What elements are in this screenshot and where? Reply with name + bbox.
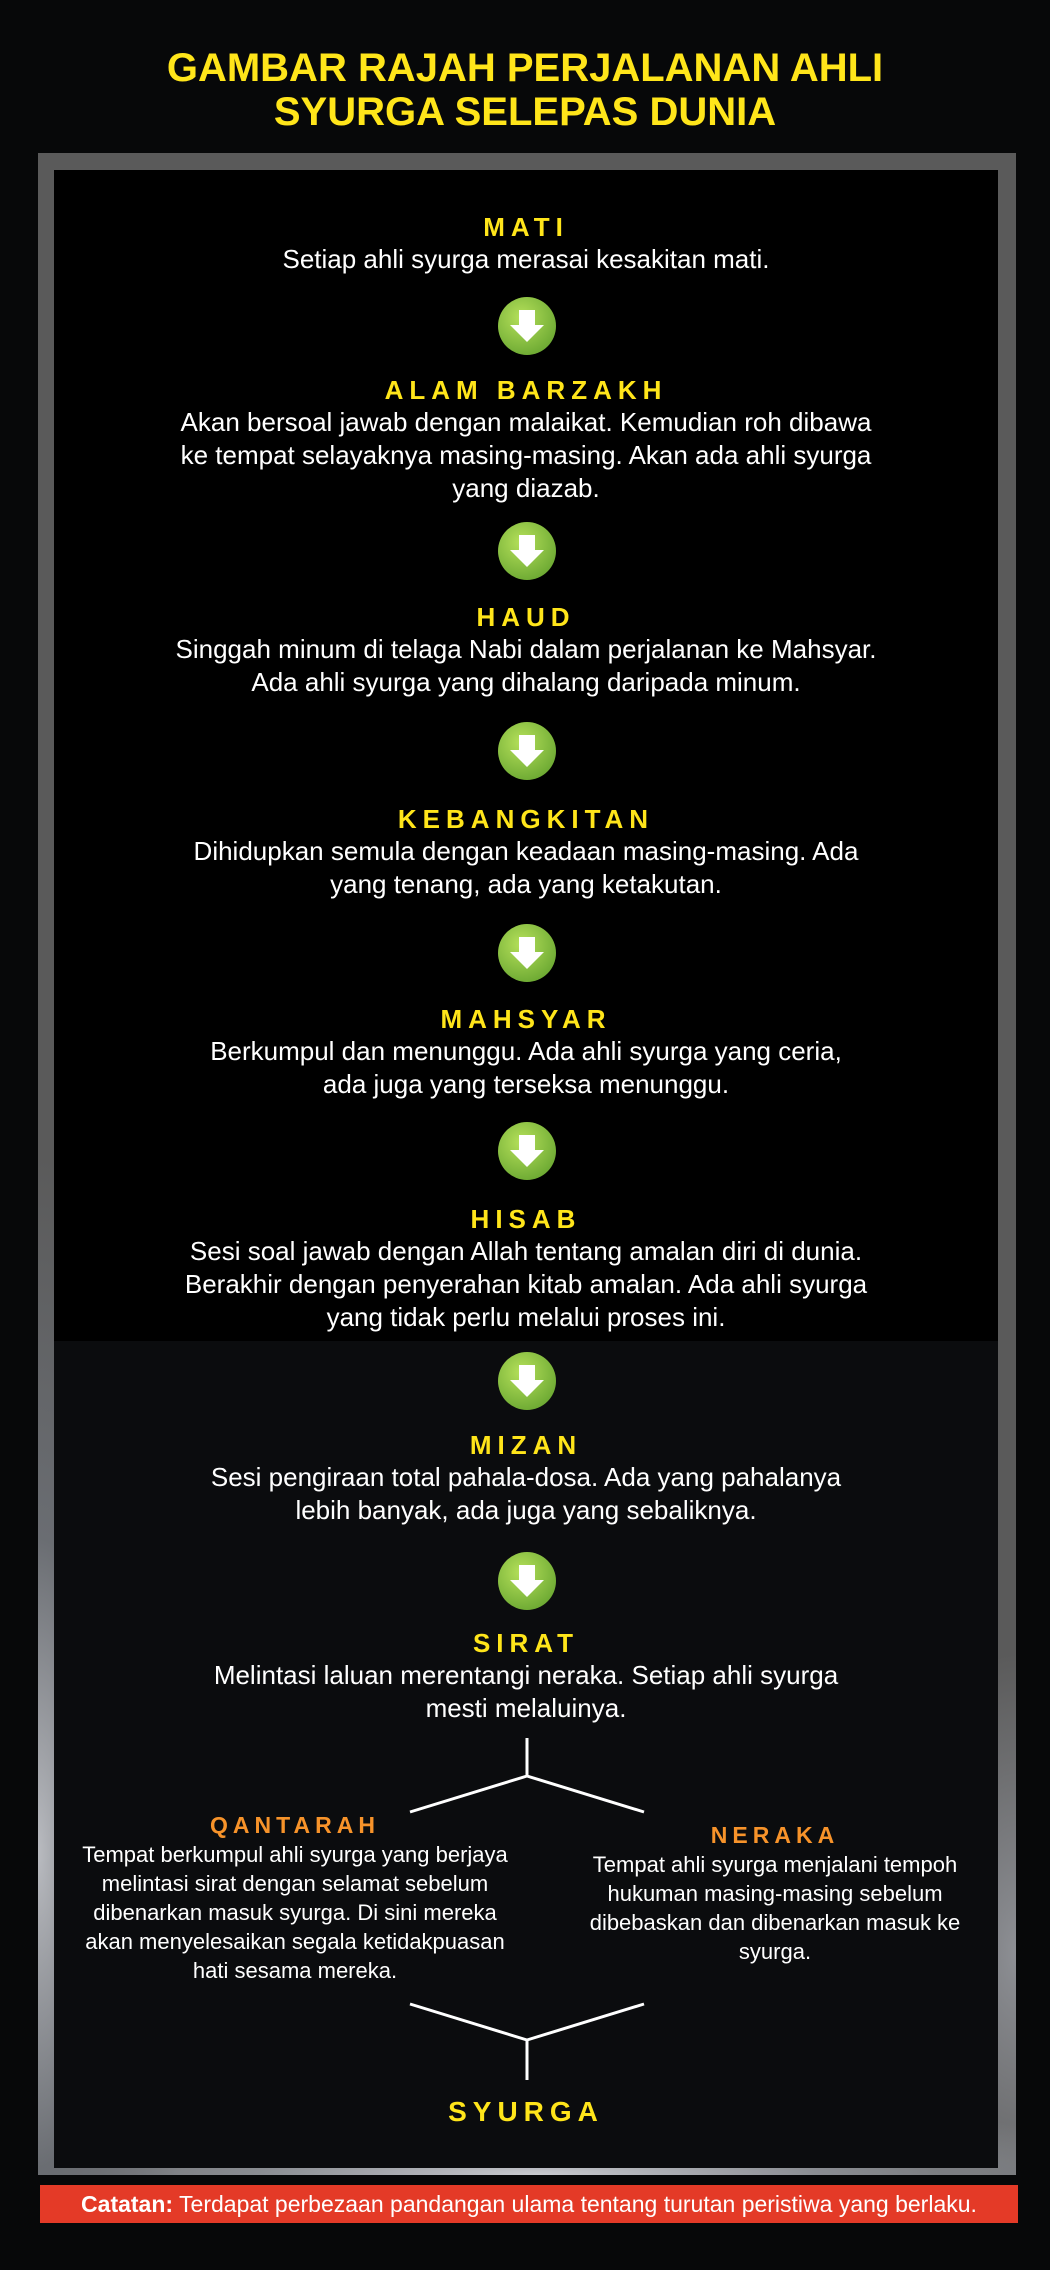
step-desc: Singgah minum di telaga Nabi dalam perjalanan ke Mahsyar. Ada ahli syurga yang dihalang daripada minum.: [175, 634, 877, 697]
branch-desc: Tempat ahli syurga menjalani tempoh hukuman masing-masing sebelum dibebaskan dan dibenarkan masuk ke syurga.: [589, 1852, 961, 1964]
step-haud: [54, 601, 998, 699]
step-mizan: [54, 1429, 998, 1527]
branch-title: NERAKA: [710, 1822, 840, 1848]
page-title-line1: GAMBAR RAJAH PERJALANAN AHLI: [166, 46, 884, 90]
step-title: HISAB: [470, 1204, 582, 1234]
arrow-down-circle-icon: [497, 296, 557, 356]
arrow-down-circle-icon: [497, 1121, 557, 1181]
step-desc: Sesi pengiraan total pahala-dosa. Ada yang pahalanya lebih banyak, ada juga yang sebaliknya.: [210, 1462, 842, 1525]
note-text: Terdapat perbezaan pandangan ulama tentang turutan peristiwa yang berlaku.: [173, 2191, 977, 2217]
page-title: [0, 46, 1050, 134]
arrow-down-circle-icon: [497, 521, 557, 581]
arrow-down-circle-icon: [497, 1551, 557, 1611]
step-mahsyar: [54, 1003, 998, 1101]
branch-desc: Tempat berkumpul ahli syurga yang berjaya melintasi sirat dengan selamat sebelum dibenarkan masuk syurga. Di sini mereka akan menyelesaikan segala ketidakpuasan hati sesama mereka.: [82, 1842, 508, 1983]
step-desc: Akan bersoal jawab dengan malaikat. Kemudian roh dibawa ke tempat selayaknya masing-masing. Akan ada ahli syurga yang diazab.: [180, 407, 872, 503]
step-sirat: [54, 1627, 998, 1725]
step-title: MIZAN: [469, 1430, 583, 1460]
arrow-down-circle-icon: [497, 923, 557, 983]
step-desc: Sesi soal jawab dengan Allah tentang amalan diri di dunia. Berakhir dengan penyerahan kitab amalan. Ada ahli syurga yang tidak perlu melalui proses ini.: [184, 1236, 868, 1332]
arrow-down-circle-icon: [497, 721, 557, 781]
branch-title: QANTARAH: [210, 1812, 380, 1838]
step-mati: [54, 211, 998, 276]
branch-neraka: [570, 1820, 980, 1966]
step-title: HAUD: [476, 602, 576, 632]
step-desc: Setiap ahli syurga merasai kesakitan mati.: [282, 244, 770, 274]
step-title: MAHSYAR: [440, 1004, 612, 1034]
arrow-down-circle-icon: [497, 1351, 557, 1411]
step-desc: Berkumpul dan menunggu. Ada ahli syurga yang ceria, ada juga yang terseksa menunggu.: [210, 1036, 842, 1099]
step-title: MATI: [483, 212, 569, 242]
step-alam-barzakh: [54, 374, 998, 505]
note-label: Catatan:: [81, 2191, 174, 2217]
final-syurga: SYURGA: [448, 2096, 604, 2127]
step-hisab: [54, 1203, 998, 1334]
step-title: ALAM BARZAKH: [384, 375, 668, 405]
page-title-line2: SYURGA SELEPAS DUNIA: [273, 90, 777, 134]
step-title: SIRAT: [472, 1628, 580, 1658]
step-title: KEBANGKITAN: [397, 804, 655, 834]
branch-qantarah: [80, 1810, 510, 1985]
step-desc: Melintasi laluan merentangi neraka. Setiap ahli syurga mesti melaluinya.: [213, 1660, 839, 1723]
step-kebangkitan: [54, 803, 998, 901]
note-bar: [40, 2185, 1018, 2223]
step-desc: Dihidupkan semula dengan keadaan masing-masing. Ada yang tenang, ada yang ketakutan.: [193, 836, 859, 899]
